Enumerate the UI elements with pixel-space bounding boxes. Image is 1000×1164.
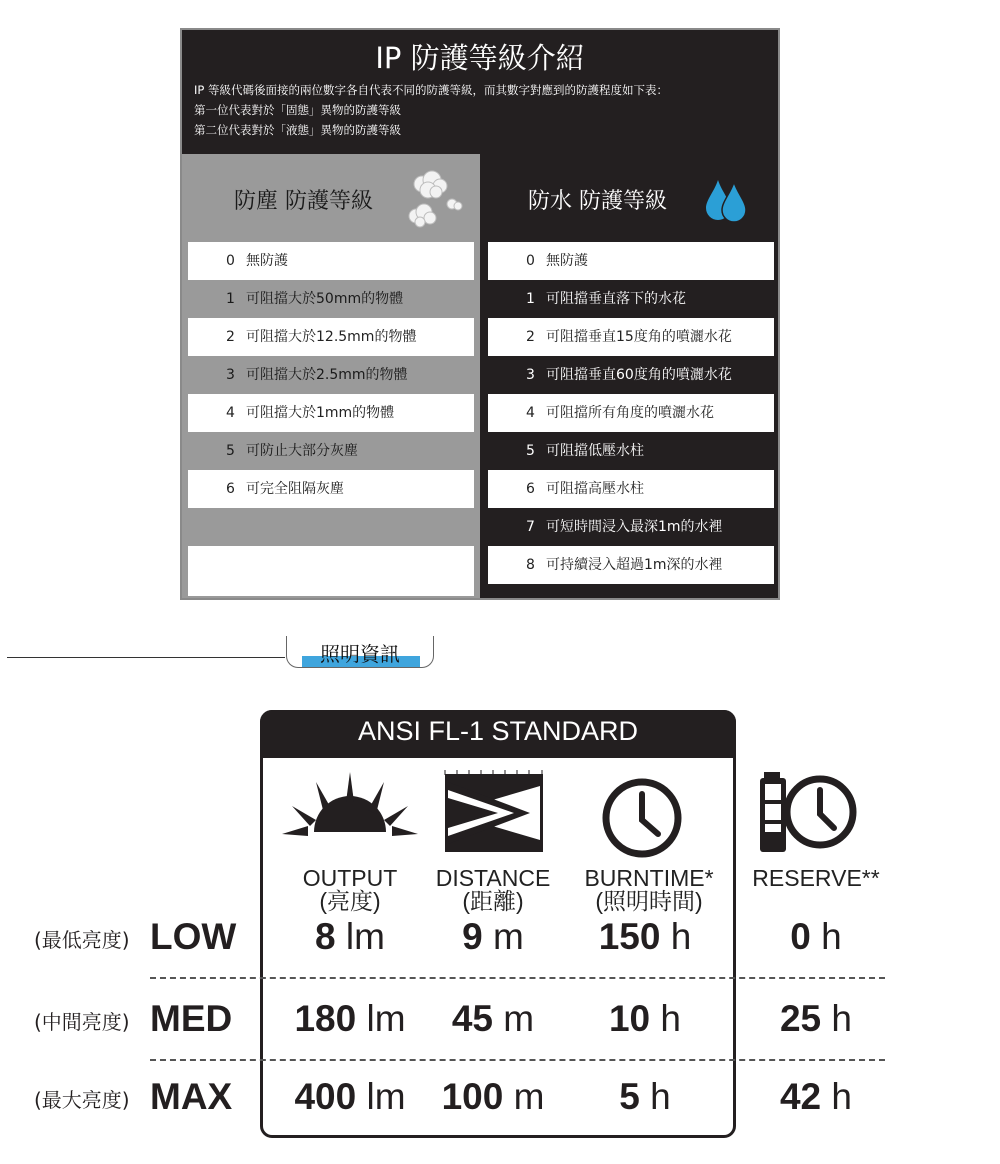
table-row xyxy=(488,356,774,394)
dust-cloud-icon xyxy=(400,168,466,232)
column-reserve xyxy=(746,867,886,890)
column-label: RESERVE** xyxy=(752,865,880,891)
level-label: MED xyxy=(150,998,233,1039)
column-output xyxy=(280,867,420,913)
row-number: 4 xyxy=(526,405,535,421)
row-number: 2 xyxy=(226,329,235,345)
row-text: 無防護 xyxy=(246,253,288,269)
table-row xyxy=(488,508,774,546)
level-label-cn: (中間亮度) xyxy=(34,1010,130,1034)
ip-rating-panel xyxy=(180,28,780,600)
row-number: 1 xyxy=(226,291,235,307)
value-distance: 100 m xyxy=(441,1076,545,1117)
row-number: 4 xyxy=(226,405,235,421)
column-label-cn: (亮度) xyxy=(319,888,381,914)
row-text: 可完全阻隔灰塵 xyxy=(246,481,344,497)
row-text: 可短時間浸入最深1m的水裡 xyxy=(546,519,723,535)
value-burntime: 150 h xyxy=(598,916,692,957)
level-label-cn: (最低亮度) xyxy=(34,928,130,952)
column-label: OUTPUT xyxy=(302,865,398,891)
ip-description-line: IP 等級代碼後面接的兩位數字各自代表不同的防護等級，而其數字對應到的防護程度如下表： xyxy=(194,83,668,97)
level-label: MAX xyxy=(150,1076,233,1117)
value-output: 400 lm xyxy=(294,1076,406,1117)
value-distance: 9 m xyxy=(462,916,524,957)
row-text: 可阻擋大於2.5mm的物體 xyxy=(246,367,408,383)
column-label-cn: (距離) xyxy=(462,888,524,914)
ip-header xyxy=(182,30,778,154)
ansi-title: ANSI FL-1 STANDARD xyxy=(357,716,639,746)
table-row xyxy=(188,242,474,280)
row-number: 0 xyxy=(226,253,235,269)
water-rows xyxy=(488,242,774,584)
row-number: 3 xyxy=(226,367,235,383)
ip-title: IP 防護等級介紹 xyxy=(375,41,585,75)
column-burntime xyxy=(574,867,724,913)
table-row xyxy=(488,318,774,356)
row-text: 可持續浸入超過1m深的水裡 xyxy=(546,557,723,573)
table-row xyxy=(488,394,774,432)
level-label: LOW xyxy=(150,916,237,957)
table-row xyxy=(488,280,774,318)
dust-protection-column xyxy=(182,154,480,598)
value-reserve: 42 h xyxy=(779,1076,852,1117)
column-label-cn: (照明時間) xyxy=(595,888,703,914)
row-text: 可阻擋高壓水柱 xyxy=(546,481,644,497)
value-output: 180 lm xyxy=(294,998,406,1039)
table-row xyxy=(188,356,474,394)
dust-rows xyxy=(188,242,474,508)
row-number: 2 xyxy=(526,329,535,345)
water-protection-column xyxy=(482,154,778,598)
table-row xyxy=(488,242,774,280)
blank-cell xyxy=(188,546,474,596)
row-text: 可阻擋垂直落下的水花 xyxy=(546,291,686,307)
ip-description-line: 第二位代表對於「液態」異物的防護等級 xyxy=(194,123,401,137)
value-distance: 45 m xyxy=(451,998,535,1039)
row-number: 6 xyxy=(226,481,235,497)
value-burntime: 5 h xyxy=(619,1076,671,1117)
row-number: 1 xyxy=(526,291,535,307)
beam-distance-icon xyxy=(444,770,544,854)
dust-column-title: 防塵 防護等級 xyxy=(234,189,373,214)
table-row xyxy=(188,470,474,508)
row-text: 可阻擋垂直15度角的噴灑水花 xyxy=(546,329,732,345)
column-label: DISTANCE xyxy=(435,865,551,891)
table-row xyxy=(188,432,474,470)
row-text: 可防止大部分灰塵 xyxy=(246,443,358,459)
row-number: 7 xyxy=(526,519,535,535)
sun-rays-icon xyxy=(280,770,420,850)
value-reserve: 25 h xyxy=(779,998,852,1039)
row-text: 無防護 xyxy=(546,253,588,269)
value-output: 8 lm xyxy=(315,916,385,957)
row-text: 可阻擋垂直60度角的噴灑水花 xyxy=(546,367,732,383)
row-number: 6 xyxy=(526,481,535,497)
value-burntime: 10 h xyxy=(608,998,681,1039)
level-label-cn: (最大亮度) xyxy=(34,1088,130,1112)
row-number: 5 xyxy=(526,443,535,459)
table-row xyxy=(488,470,774,508)
table-row xyxy=(188,394,474,432)
table-row xyxy=(488,432,774,470)
row-number: 5 xyxy=(226,443,235,459)
water-column-title: 防水 防護等級 xyxy=(528,189,667,214)
table-row xyxy=(488,546,774,584)
row-text: 可阻擋所有角度的噴灑水花 xyxy=(546,405,714,421)
row-number: 8 xyxy=(526,557,535,573)
row-separator xyxy=(150,977,885,979)
row-text: 可阻擋大於12.5mm的物體 xyxy=(246,329,417,345)
battery-clock-icon xyxy=(758,770,860,854)
value-reserve: 0 h xyxy=(790,916,842,957)
table-row xyxy=(188,280,474,318)
water-drops-icon xyxy=(702,174,752,224)
row-text: 可阻擋大於50mm的物體 xyxy=(246,291,404,307)
column-distance xyxy=(428,867,558,913)
column-label: BURNTIME* xyxy=(584,865,714,891)
row-text: 可阻擋大於1mm的物體 xyxy=(246,405,395,421)
section-title: 照明資訊 xyxy=(320,642,400,666)
row-text: 可阻擋低壓水柱 xyxy=(546,443,644,459)
row-number: 0 xyxy=(526,253,535,269)
section-divider-line xyxy=(7,657,285,658)
clock-icon xyxy=(600,776,684,860)
table-row xyxy=(188,318,474,356)
ip-description-line: 第一位代表對於「固態」異物的防護等級 xyxy=(194,103,401,117)
row-separator xyxy=(150,1059,885,1061)
row-number: 3 xyxy=(526,367,535,383)
